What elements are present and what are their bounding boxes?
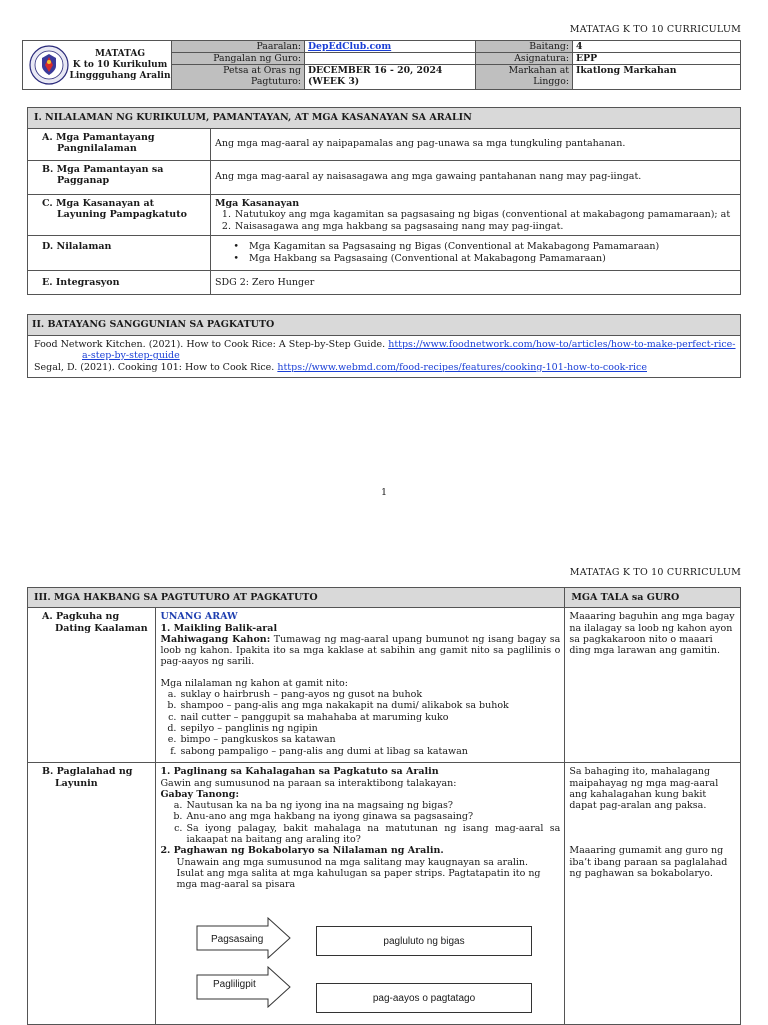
pagkuha-note: Maaaring baguhin ang mga bagay na ilalagay sa loob ng kahon ayon sa pagkakaroon nito o maaari ding mga larawan ang gamitin. xyxy=(565,608,741,763)
markahan-value: Ikatlong Markahan xyxy=(573,65,741,90)
list-item: b. shampoo – pang-alis ang mga nakakapit na dumi/ alikabok sa buhok xyxy=(167,700,509,712)
logo-cell xyxy=(23,41,172,90)
reference-2: Segal, D. (2021). Cooking 101: How to Cook Rice. https://www.webmd.com/food-recipes/features/cooking-101-how-to-cook-rice xyxy=(34,361,647,373)
list-item: e. bimpo – pangkuskos sa katawan xyxy=(167,734,336,746)
kasanayan-cell xyxy=(211,194,741,236)
kasanayan-item: 1. Natutukoy ang mga kagamitan sa pagsasaing ng bigas (conventional at makabagong pamamaraan); at xyxy=(221,209,731,220)
section3-table xyxy=(27,587,741,1025)
question-item: b. Anu-ano ang mga hakbang na iyong ginawa sa pagsasaing? xyxy=(173,811,474,823)
reference-1: Food Network Kitchen. (2021). How to Cook Rice: A Step-by-Step Guide. https://www.foodnetwork.com/how-to/articles/how-to-make-perfect-rice-a-step-by-step-guide xyxy=(34,338,736,361)
asignatura-label: Asignatura: xyxy=(476,53,573,65)
nilalaman-cell xyxy=(211,236,741,271)
kasanayan-label: C. Mga Kasanayan at Layuning Pampagkatuto xyxy=(28,194,211,236)
paglinang-text: Gawin ang sumusunod na paraan sa interaktibong talakayan: xyxy=(160,777,457,789)
game-description: Mahiwagang Kahon: Tumawag ng mag-aaral upang bumunot ng isang bagay sa loob ng kahon. Ipakita ito sa mga kaklase at sabihin ang gamit nito sa paglilinis o pag-aayos ng sarili. xyxy=(160,633,561,668)
list-item: c. nail cutter – panggupit sa mahahaba at maruming kuko xyxy=(168,711,449,723)
curriculum-label-page2: MATATAG K TO 10 CURRICULUM xyxy=(569,567,741,578)
gabay-tanong-label: Gabay Tanong: xyxy=(160,788,239,800)
references-cell xyxy=(28,335,741,378)
notes-title: MGA TALA sa GURO xyxy=(565,588,741,608)
section3-title: III. MGA HAKBANG SA PAGTUTURO AT PAGKATUTO xyxy=(28,588,565,608)
paglinang-step: 1. Paglinang sa Kahalagahan sa Pagkatuto sa Aralin xyxy=(160,766,439,778)
paglalahad-note2: Maaaring gumamit ang guro ng iba’t ibang paraan sa paglalahad ng paghawan sa bokabolaryo. xyxy=(569,845,728,880)
reference-2-link[interactable]: https://www.webmd.com/food-recipes/features/cooking-101-how-to-cook-rice xyxy=(277,361,647,373)
logo-title xyxy=(69,49,171,82)
paghawan-step: 2. Paghawan ng Bokabolaryo sa Nilalaman ng Aralin. xyxy=(160,845,444,857)
pagganap-label: B. Mga Pamantayan sa Pagganap xyxy=(28,160,211,194)
vocab-word-2: Pagliligpit xyxy=(213,979,256,990)
list-item: f. sabong pampaligo – pang-alis ang dumi at libag sa katawan xyxy=(170,745,468,757)
paaralan-label: Paaralan: xyxy=(172,41,305,53)
paglalahad-note1: Sa bahaging ito, mahalagang maipahayag ng mga mag-aaral ang kahalagahan kung bakit dapat pag-aralan ang paksa. xyxy=(569,766,719,812)
list-item: d. sepilyo – panglinis ng ngipin xyxy=(167,722,318,734)
pamantayang-label: A. Mga Pamantayang Pangnilalaman xyxy=(28,128,211,160)
integrasyon-label: E. Integrasyon xyxy=(28,271,211,295)
reference-1-link[interactable]: https://www.foodnetwork.com/how-to/articles/how-to-make-perfect-rice-a-step-by-step-guide xyxy=(82,338,736,361)
question-item: c. Sa iyong palagay, bakit mahalaga na matutunan ng isang mag-aaral sa iakaapat na baitang ang araling ito? xyxy=(174,822,561,846)
box-list xyxy=(160,689,560,757)
guro-label: Pangalan ng Guro: xyxy=(172,53,305,65)
petsa-label: Petsa at Oras ng Pagtuturo: xyxy=(172,65,305,90)
day-label: UNANG ARAW xyxy=(160,611,238,623)
pagkuha-cell xyxy=(156,608,565,763)
paglalahad-label: B. Paglalahad ng Layunin xyxy=(28,763,156,1024)
markahan-label: Markahan at Linggo: xyxy=(476,65,573,90)
logo-title-line3: Linggguhang Aralin xyxy=(69,70,171,81)
question-item: a. Nautusan ka na ba ng iyong ina na magsaing ng bigas? xyxy=(173,800,453,812)
vocab-word-1: Pagsasaing xyxy=(211,934,264,945)
nilalaman-label: D. Nilalaman xyxy=(28,236,211,271)
paghawan-text1: Unawain ang mga sumusunod na mga salitang may kaugnayan sa aralin. xyxy=(176,856,529,868)
nilalaman-item: • Mga Kagamitan sa Pagsasaing ng Bigas (Conventional at Makabagong Pamamaraan) xyxy=(233,241,660,252)
section1-title: I. NILALAMAN NG KURIKULUM, PAMANTAYAN, AT MGA KASANAYAN SA ARALIN xyxy=(28,108,741,129)
page-number: 1 xyxy=(380,487,388,498)
baitang-value: 4 xyxy=(573,41,741,53)
baitang-label: Baitang: xyxy=(476,41,573,53)
paaralan-link[interactable]: DepEdClub.com xyxy=(308,41,392,52)
petsa-value: DECEMBER 16 - 20, 2024 (WEEK 3) xyxy=(305,65,476,90)
box-list-intro: Mga nilalaman ng kahon at gamit nito: xyxy=(160,677,348,689)
section2-title: II. BATAYANG SANGGUNIAN SA PAGKATUTO xyxy=(28,315,741,336)
lesson-header-table xyxy=(22,40,741,90)
curriculum-label: MATATAG K TO 10 CURRICULUM xyxy=(569,24,741,35)
deped-seal-icon xyxy=(29,45,69,85)
kasanayan-head: Mga Kasanayan xyxy=(215,197,300,209)
logo-title-line2: K to 10 Kurikulum xyxy=(72,59,168,70)
pamantayang-text: Ang mga mag-aaral ay naipapamalas ang pag-unawa sa mga tungkuling pantahanan. xyxy=(211,128,741,160)
paglalahad-notes xyxy=(565,763,741,1024)
section2-table xyxy=(27,314,741,378)
pagkuha-label: A. Pagkuha ng Dating Kaalaman xyxy=(28,608,156,763)
asignatura-value: EPP xyxy=(573,53,741,65)
pagganap-text: Ang mga mag-aaral ay naisasagawa ang mga gawaing pantahanan nang may pag-iingat. xyxy=(211,160,741,194)
nilalaman-item: • Mga Hakbang sa Pagsasaing (Conventional at Makabagong Pamamaraan) xyxy=(233,252,606,264)
logo-title-line1: MATATAG xyxy=(94,48,146,59)
vocab-meaning-1: pagluluto ng bigas xyxy=(316,926,532,956)
list-item: a. suklay o hairbrush – pang-ayos ng gusot na buhok xyxy=(167,689,423,701)
integrasyon-text: SDG 2: Zero Hunger xyxy=(211,271,741,295)
guro-value xyxy=(305,53,476,65)
vocab-meaning-2: pag-aayos o pagtatago xyxy=(316,983,532,1013)
kasanayan-item: 2. Naisasagawa ang mga hakbang sa pagsasaing nang may pag-iingat. xyxy=(221,220,564,232)
balik-aral-step: 1. Maikling Balik-aral xyxy=(160,622,278,634)
paghawan-text2: Isulat ang mga salita at mga kahulugan sa paper strips. Pagtatapatin ito ng mga mag-aaral sa pisara xyxy=(176,867,541,891)
section1-table xyxy=(27,107,741,295)
